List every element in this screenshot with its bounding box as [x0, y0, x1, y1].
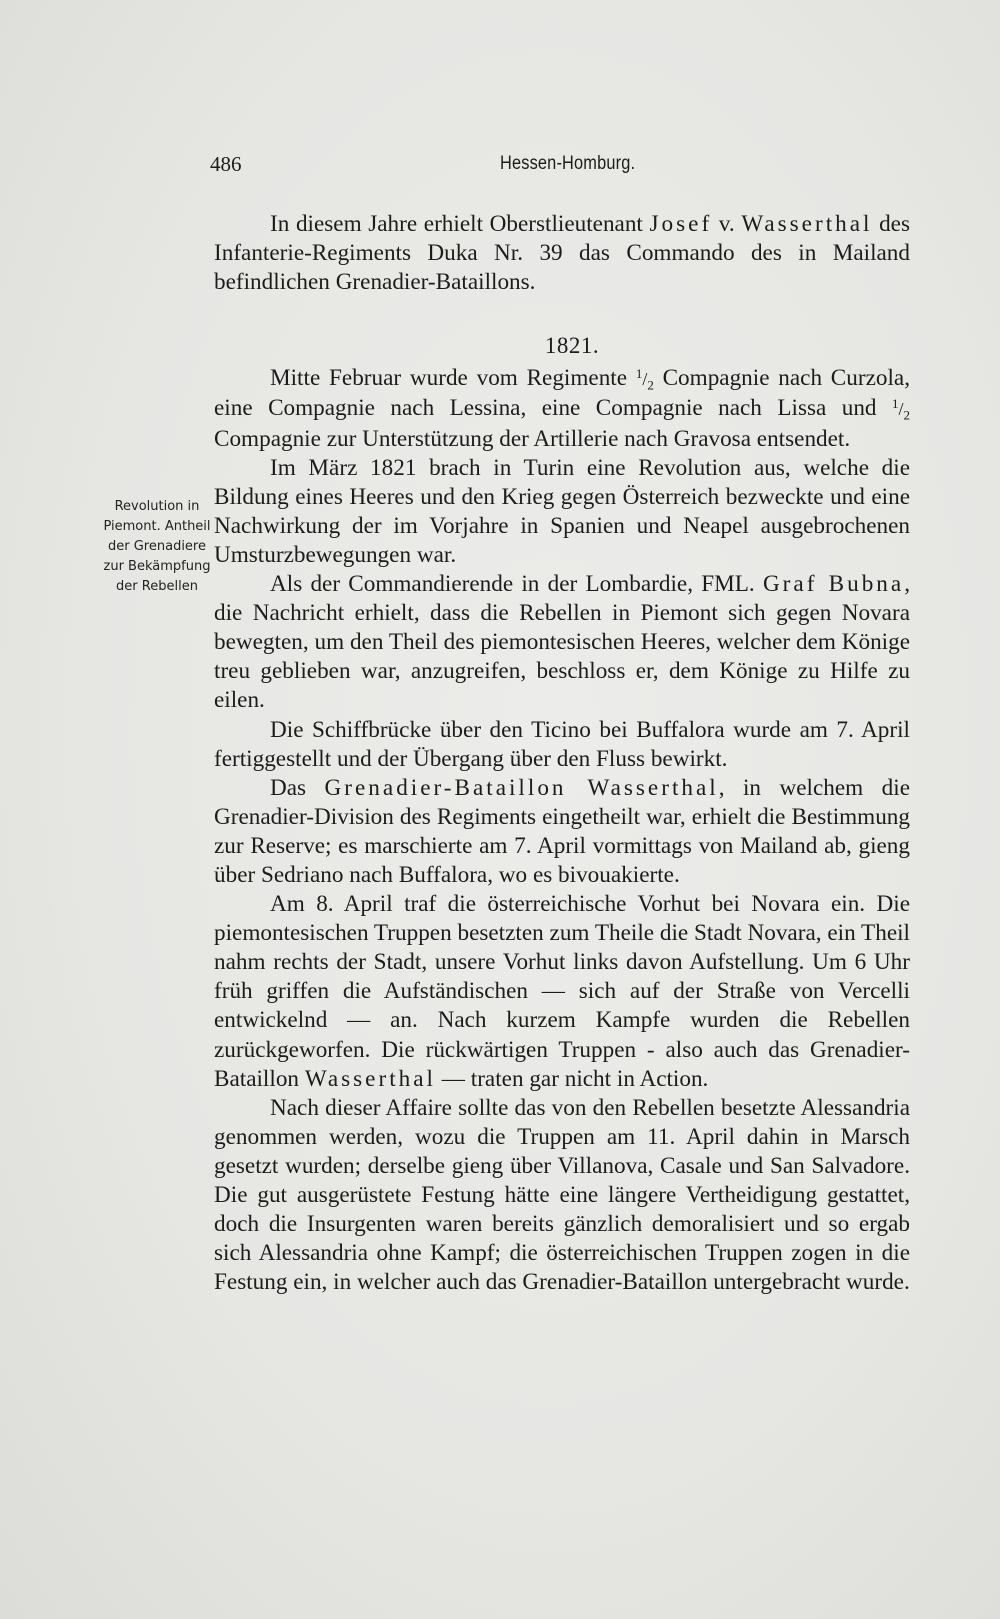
name-graf-bubna: Graf Bubna	[762, 571, 905, 598]
paragraph: Die Schiffbrücke über den Ticino bei Buffalora wurde am 7. April fertiggestellt und der Übergang über den Fluss bewirkt.	[214, 716, 910, 772]
page-number: 486	[210, 152, 242, 176]
fraction-half: $^1/_2$	[891, 396, 910, 424]
margin-note-line: der Grenadiere	[108, 539, 206, 554]
margin-note-line: der Rebellen	[116, 579, 198, 594]
running-title: Hessen-Homburg.	[499, 153, 635, 174]
paragraph: Das Grenadier-Bataillon Wasserthal, in welchem die Grenadier-Division des Regiments eingetheilt war, erhielt die Bestimmung zur Reserve; es marschierte am 7. April vormittags von Mailand ab, gieng über Sedriano nach Buffalora, wo es bivouakierte.	[214, 774, 911, 888]
paragraph: Im März 1821 brach in Turin eine Revolution aus, welche die Bildung eines Heeres und den Krieg gegen Österreich bezweckte und eine Nachwirkung der im Vorjahre in Spanien und Neapel ausgebrochenen Umsturzbewegungen war.	[214, 454, 910, 568]
paragraph: Am 8. April traf die österreichische Vorhut bei Novara ein. Die piemontesischen Truppen besetzten zum Theile die Stadt Novara, ein Theil nahm rechts der Stadt, unsere Vorhut links davon Aufstellung. Um 6 Uhr früh griffen die Aufständischen — sich auf der Straße von Vercelli entwickelnd — an. Nach kurzem Kampfe wurden die Rebellen zurückgeworfen. Die rückwärtigen Truppen - also auch das Grenadier-Bataillon Wasserthal — traten gar nicht in Action.	[214, 891, 910, 1092]
name-josef: Josef	[649, 211, 713, 237]
name-grenadier-bataillon: Grenadier-Bataillon Wasserthal	[324, 774, 719, 801]
margin-note-line: Revolution in	[114, 499, 200, 514]
margin-note	[98, 497, 216, 597]
name-wasserthal: Wasserthal	[304, 1065, 436, 1092]
name-wasserthal: Wasserthal	[741, 211, 873, 237]
year-heading: 1821.	[544, 333, 600, 359]
margin-note-line: zur Bekämpfung	[103, 559, 211, 574]
paragraph: Nach dieser Affaire sollte das von den Rebellen besetzte Alessandria genommen werden, wozu die Truppen am 11. April dahin in Marsch gesetzt wurden; derselbe gieng über Villanova, Casale und San Salvadore. Die gut ausgerüstete Festung hätte eine längere Vertheidigung gestattet, doch die Insurgenten waren bereits gänzlich demoralisiert und so ergab sich Alessandria ohne Kampf; die österreichischen Truppen zogen in die Festung ein, in welcher auch das Grenadier-Bataillon untergebracht wurde.	[214, 1094, 910, 1296]
paragraph: Mitte Februar wurde vom Regimente $^1/_2$ Compagnie nach Curzola, eine Compagnie nach Lessina, eine Compagnie nach Lissa und $^1/_2$ Compagnie zur Unterstützung der Artillerie nach Gravosa entsendet.	[214, 365, 911, 452]
paragraph: Als der Commandierende in der Lombardie, FML. Graf Bubna, die Nachricht erhielt, dass die Rebellen in Piemont sich gegen Novara bewegten, um den Theil des piemontesischen Heeres, welcher dem Könige treu geblieben war, anzugreifen, beschloss er, dem Könige zu Hilfe zu eilen.	[214, 571, 910, 714]
body-text	[214, 210, 910, 1297]
paragraph: In diesem Jahre erhielt Oberstlieutenant Josef v. Wasserthal des Infanterie-Regiments Duka Nr. 39 das Commando des in Mailand befindlichen Grenadier-Bataillons.	[214, 211, 911, 296]
margin-note-line: Piemont. Antheil	[103, 519, 211, 534]
fraction-half: $^1/_2$	[635, 366, 654, 393]
page-header	[210, 152, 635, 182]
